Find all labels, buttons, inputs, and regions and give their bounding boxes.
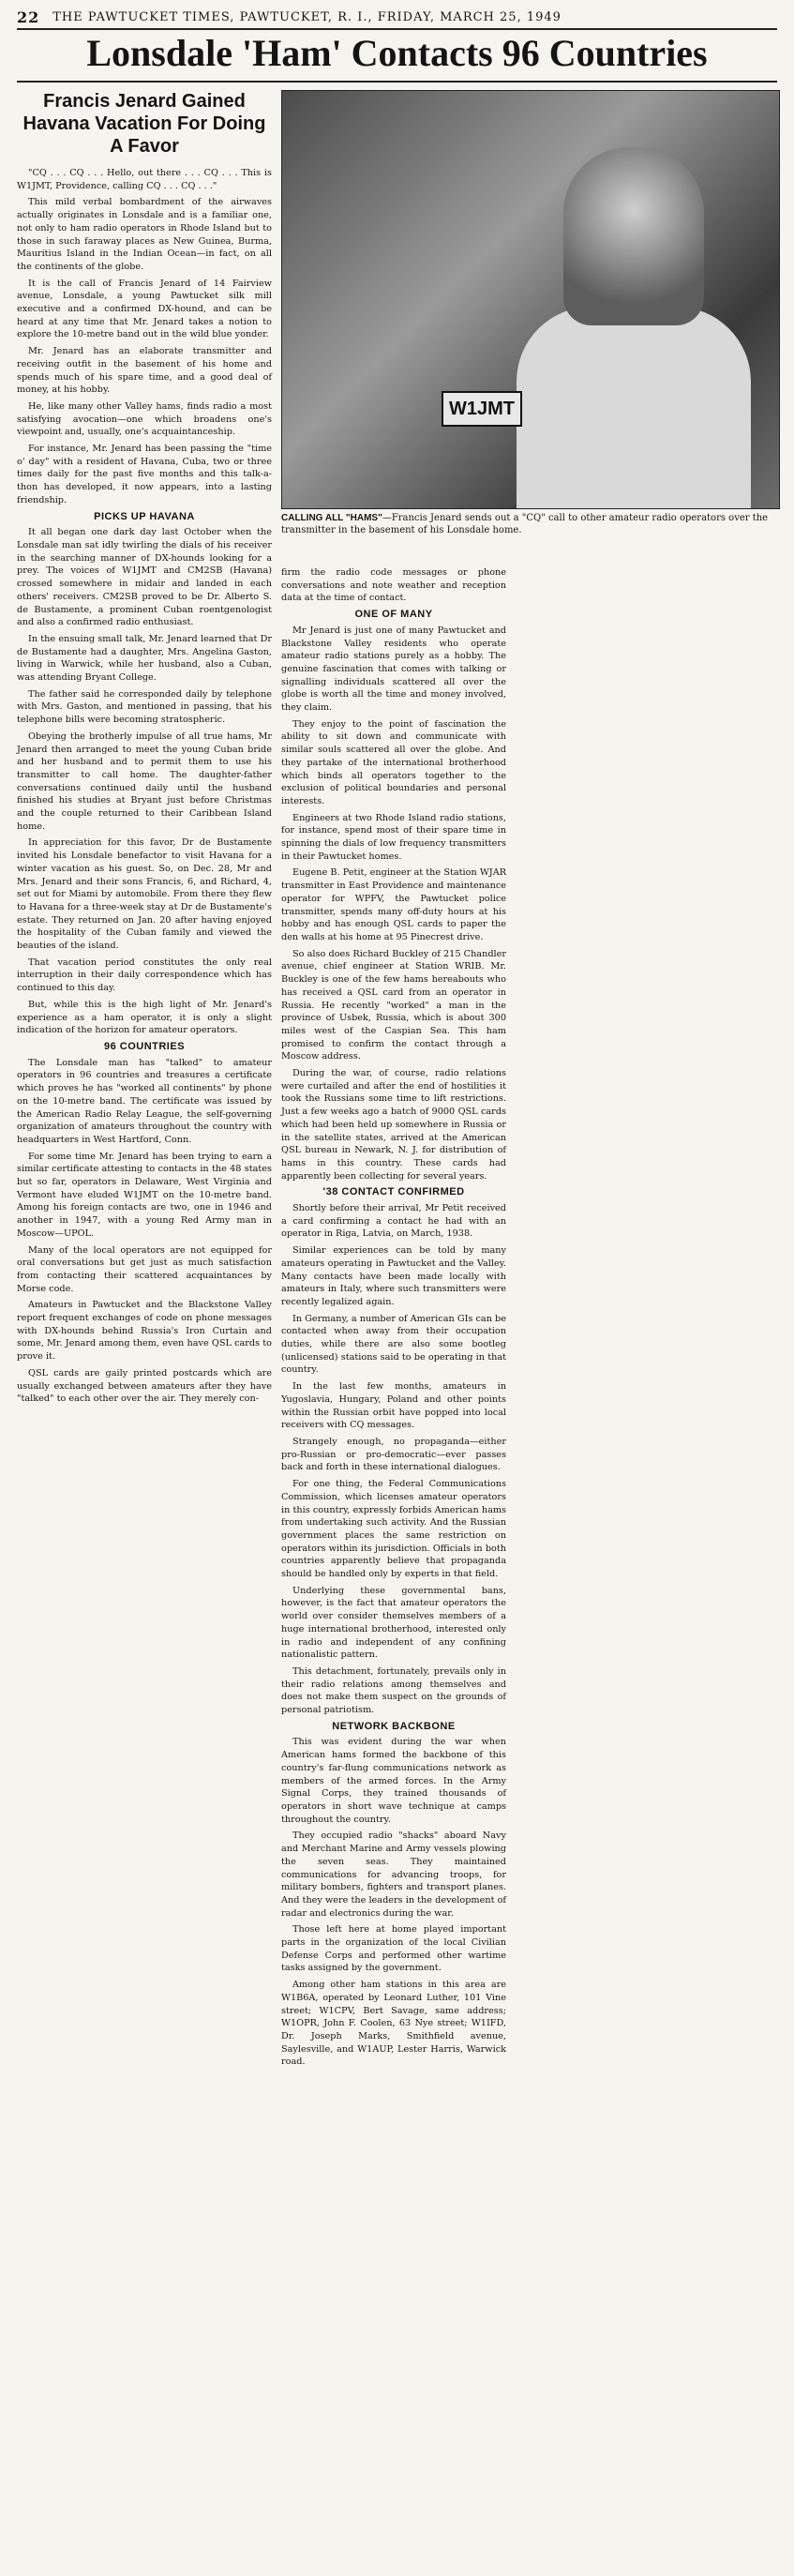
subhead: 96 COUNTRIES <box>103 1041 186 1052</box>
column-2 <box>281 566 506 2072</box>
photo-caption <box>281 512 778 536</box>
paragraph: So also does Richard Buckley of 215 Chandler avenue, chief engineer at Station WRIB. Mr. Buckley is one of the few hams hereabouts who has received a QSL card from an operator in Russia. He recently "worked" a man in the province of Usbek, Russia, which is about 300 miles west of the Caspian Sea. This ham promised to confirm the contact through a Moscow address. <box>281 948 506 1062</box>
header-rule <box>17 28 777 30</box>
paragraph: Those left here at home played important parts in the organization of the local Civilian Defense Corps and performed other wartime tasks assigned by the government. <box>281 1924 506 1974</box>
subhead: '38 CONTACT CONFIRMED <box>322 1186 465 1198</box>
paragraph: Obeying the brotherly impulse of all true hams, Mr Jenard then arranged to meet the young Cuban bride and her husband and to permit them to use his transmitter to call home. The daughter-father conversations continued daily until the husband finished his studies at Bryant just before Christmas and the couple returned to their Caribbean Island home. <box>17 731 272 832</box>
paragraph: firm the radio code messages or phone conversations and note weather and reception data at the time of contact. <box>281 567 506 604</box>
paragraph: This detachment, fortunately, prevails only in their radio relations among themselves and does not make them suspect on the grounds of personal patriotism. <box>281 1665 506 1716</box>
paragraph: In the ensuing small talk, Mr. Jenard learned that Dr de Bustamente had a daughter, Mrs. Angelina Gaston, living in Warwick, while her husband, also a Cuban, was attending Bryant College. <box>17 633 272 684</box>
paragraph: Eugene B. Petit, engineer at the Station WJAR transmitter in East Providence and maintenance operator for WPFV, the Pawtucket police transmitter, spends many off-duty hours at his hobby and has enough QSL cards to paper the den walls at his home at 95 Pinecrest drive. <box>281 867 506 942</box>
paragraph: During the war, of course, radio relations were curtailed and after the end of hostilities it took the Russians some time to lift restrictions. Just a few weeks ago a batch of 9000 QSL cards which had been held up somewhere in Russia or in the satellite states, arrived at the American QSL bureau in Newark, N. J. for distribution of hams in this country. These cards had apparently been collecting for several years. <box>281 1068 506 1182</box>
newspaper-dateline: THE PAWTUCKET TIMES, PAWTUCKET, R. I., FRIDAY, MARCH 25, 1949 <box>52 9 562 24</box>
subhead: PICKS UP HAVANA <box>94 510 195 522</box>
photo-figure-body <box>517 307 751 508</box>
headline: Lonsdale 'Ham' Contacts 96 Countries <box>86 32 708 74</box>
deck-headline: Francis Jenard Gained Havana Vacation For Doing A Favor <box>22 91 266 157</box>
column-1 <box>17 86 272 1409</box>
paragraph: Strangely enough, no propaganda—either pro-Russian or pro-democratic—ever passes back and forth in these international dialogues. <box>281 1437 506 1473</box>
paragraph: For one thing, the Federal Communications Commission, which licenses amateur operators in this country, expressly forbids American hams from undertaking such activity. And the Russian government places the same restriction on operators within its jurisdiction. Officials in both countries apparently believe that propaganda should be handled only by experts in that field. <box>281 1479 506 1580</box>
paragraph: Underlying these governmental bans, however, is the fact that amateur operators the world over consider themselves members of a huge international brotherhood, interested only in radio and independent of any confining nationalistic pattern. <box>281 1585 506 1661</box>
photo-figure-head <box>563 147 704 325</box>
paragraph: Engineers at two Rhode Island radio stations, for instance, spend most of their spare time in spinning the dials of low frequency transmitters in their Pawtucket homes. <box>281 812 506 862</box>
paragraph: They occupied radio "shacks" aboard Navy and Merchant Marine and Army vessels plowing the seven seas. They maintained communications for advancing troops, for military bombers, fighters and transport planes. And they were the leaders in the development of radar and electronics during the war. <box>281 1830 506 1919</box>
paragraph: It is the call of Francis Jenard of 14 Fairview avenue, Lonsdale, a young Pawtucket silk mill executive and a confirmed DX-hound, and can be heard at any time that Mr. Jenard takes a notion to explore the 10-metre band out in the wild blue yonder. <box>17 278 272 340</box>
headline-rule <box>17 81 777 83</box>
subhead: ONE OF MANY <box>354 609 433 621</box>
paragraph: That vacation period constitutes the only real interruption in their daily correspondence which has continued to this day. <box>17 957 272 994</box>
paragraph: Similar experiences can be told by many amateurs operating in Pawtucket and the Valley. Many contacts have been made locally with amateurs in Italy, where such transmitters were recently legalized again. <box>281 1245 506 1307</box>
page-header <box>17 8 777 26</box>
paragraph: In the last few months, amateurs in Yugoslavia, Hungary, Poland and other points within the Russian orbit have popped into local receivers with CQ messages. <box>281 1381 506 1431</box>
subhead: NETWORK BACKBONE <box>332 1720 456 1732</box>
paragraph: For some time Mr. Jenard has been trying to earn a similar certificate attesting to contacts in the 48 states but so far, operators in Delaware, West Virginia and Vermont have eluded W1JMT on the 10-metre band. Among his foreign contacts are two, one in 1946 and another in 1947, with a young Red Army man in Moscow—UPOL. <box>17 1151 272 1239</box>
paragraph: This was evident during the war when American hams formed the backbone of this country's far-flung communications network as members of the armed forces. In the Army Signal Corps, they trained thousands of operators in short wave technique at camps throughout the country. <box>281 1737 506 1825</box>
call-sign-plate: W1JMT <box>442 391 522 427</box>
paragraph: In Germany, a number of American GIs can be contacted when away from their occupation duties, while there are also some bootleg (unlicensed) stations said to be operating in that country. <box>281 1313 506 1376</box>
caption-text: —Francis Jenard sends out a "CQ" call to other amateur radio operators over the transmitter in the basement of his Lonsdale home. <box>281 513 769 535</box>
paragraph: The father said he corresponded daily by telephone with Mrs. Gaston, and mentioned in passing, that his telephone bills were becoming stratospheric. <box>17 688 272 726</box>
paragraph: QSL cards are gaily printed postcards which are usually exchanged between amateurs after they have "talked" to each other over the air. They merely con- <box>17 1367 272 1405</box>
paragraph: The Lonsdale man has "talked" to amateur operators in 96 countries and treasures a certificate which proves he has "worked all continents" by phone on the 10-metre band. The certificate was issued by the American Radio Relay League, the self-governing organization of amateurs throughout the country with headquarters in West Hartford, Conn. <box>17 1057 272 1145</box>
paragraph: "CQ . . . CQ . . . Hello, out there . . . CQ . . . This is W1JMT, Providence, calling CQ . . . CQ . . ." <box>17 168 272 191</box>
paragraph: Many of the local operators are not equipped for oral conversations but get just as much satisfaction from contacting their scattered acquaintances by Morse code. <box>17 1244 272 1294</box>
paragraph: For instance, Mr. Jenard has been passing the "time o' day" with a resident of Havana, Cuba, two or three times daily for the past five months and this talk-a-thon has developed, it now appears, into a lasting friendship. <box>17 444 272 505</box>
page-number: 22 <box>17 8 40 26</box>
paragraph: In appreciation for this favor, Dr de Bustamente invited his Lonsdale benefactor to visit Havana for a winter vacation as his guest. So, on Dec. 28, Mr and Mrs. Jenard and their sons Francis, 6, and Richard, 4, set out for Miami by automobile. From there they flew to Havana for a three-week stay at Dr de Bustamente's estate. They returned on Jan. 20 after having enjoyed the hospitality of the Cuban family and viewed the beauties of the island. <box>17 837 272 952</box>
paragraph: They enjoy to the point of fascination the ability to sit down and communicate with similar souls scattered all over the globe. And they partake of the international brotherhood which binds all operators together to the exclusion of political boundaries and personal interests. <box>281 718 506 806</box>
paragraph: Among other ham stations in this area are W1B6A, operated by Leonard Luther, 101 Vine street; W1CPV, Bert Savage, same address; W1OPR, John F. Coolen, 63 Nye street; W1IFD, Dr. Joseph Marks, Smithfield avenue, Saylesville, and W1AUP, Lester Harris, Warwick road. <box>281 1980 506 2068</box>
paragraph: It all began one dark day last October when the Lonsdale man sat idly twirling the dials of his receiver in the searching manner of DX-hounds looking for a prey. The voices of W1JMT and CM2SB (Havana) crossed somewhere in midair and landed in each others' receivers. CM2SB proved to be Dr. Alberto S. de Bustamente, a prominent Cuban roentgenologist and also a confirmed radio enthusiast. <box>17 527 272 628</box>
paragraph: Amateurs in Pawtucket and the Blackstone Valley report frequent exchanges of code on phone messages with DX-hounds behind Russia's Iron Curtain and some, Mr. Jenard among them, even have QSL cards to prove it. <box>17 1300 272 1363</box>
paragraph: Mr Jenard is just one of many Pawtucket and Blackstone Valley residents who operate amateur radio stations purely as a hobby. The genuine fascination that comes with talking or signalling individuals scattered all over the globe is worth all the time and money involved, they claim. <box>281 625 506 714</box>
article-photo <box>281 90 780 509</box>
paragraph: He, like many other Valley hams, finds radio a most satisfying avocation—one which broadens one's viewpoint and, usually, one's acquaintanceship. <box>17 400 272 438</box>
paragraph: Mr. Jenard has an elaborate transmitter and receiving outfit in the basement of his home and spends much of his spare time, and a good deal of money, at his hobby. <box>17 346 272 396</box>
paragraph: Shortly before their arrival, Mr Petit received a card confirming a contact he had with an operator in Riga, Latvia, on March, 1938. <box>281 1203 506 1240</box>
caption-lead: CALLING ALL "HAMS" <box>281 513 382 523</box>
paragraph: This mild verbal bombardment of the airwaves actually originates in Lonsdale and is a familiar one, not only to ham radio operators in Rhode Island but to those in such faraway places as New Guinea, Burma, Mauritius Island in the Indian Ocean—in fact, on all the continents of the globe. <box>17 197 272 272</box>
paragraph: But, while this is the high light of Mr. Jenard's experience as a ham operator, it is only a slight indication of the horizon for amateur operators. <box>17 999 272 1036</box>
